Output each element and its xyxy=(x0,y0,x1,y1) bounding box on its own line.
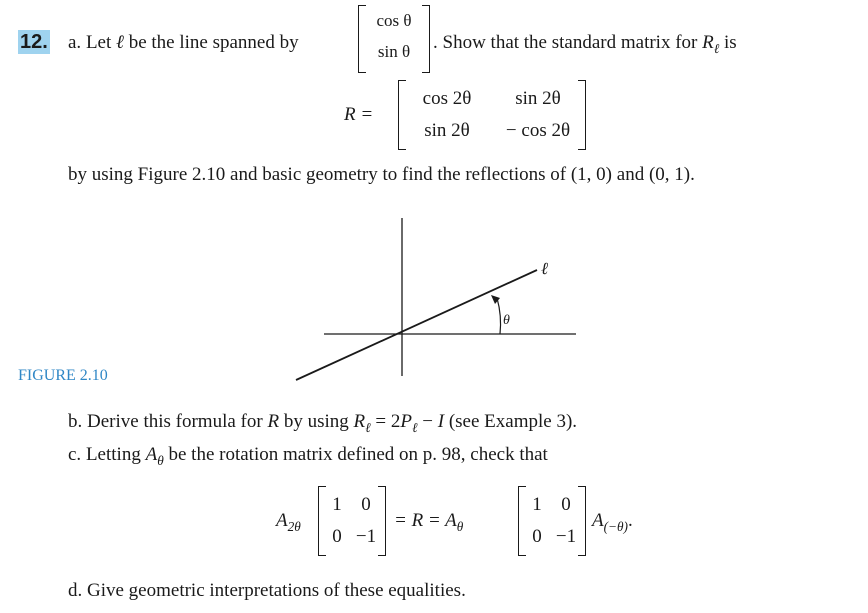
part-a-follow: by using Figure 2.10 and basic geometry to find the reflections of (1, 0) and (0, 1). xyxy=(68,164,695,185)
part-a-is: is xyxy=(724,32,737,53)
part-d: d. Give geometric interpretations of these equalities. xyxy=(68,580,466,601)
figure-caption: FIGURE 2.10 xyxy=(18,367,108,384)
direction-vector xyxy=(358,5,430,73)
part-a-text-mid: be the line spanned by xyxy=(128,32,299,53)
problem-number: 12. xyxy=(20,31,48,53)
eq-matrix-left: 1 0 0 −1 xyxy=(318,486,386,556)
matrix-entry-21: sin 2θ xyxy=(424,120,470,141)
formula-r-ell: R xyxy=(353,411,366,432)
matrix-entry-11: cos 2θ xyxy=(422,88,472,109)
matrix-r-label: R = xyxy=(344,104,374,125)
formula-p-ell: P xyxy=(400,411,412,432)
part-a-text-before: Let xyxy=(85,32,112,53)
part-c-label: c. xyxy=(68,444,82,465)
part-a-line1 xyxy=(68,32,299,54)
part-b: b. Derive this formula for R by using $R_\ell = 2P_\ell - I$ (see Example 3). xyxy=(68,411,578,435)
part-d-label: d. xyxy=(68,580,83,601)
part-c: c. Letting $A_\theta$ be the rotation matrix defined on p. 98, check that xyxy=(68,444,548,468)
eq-a-neg-theta: $A_{(-\theta)}$. xyxy=(592,510,633,534)
angle-arc xyxy=(497,298,501,334)
r-ell-subscript: ℓ xyxy=(713,40,720,56)
r-ell-symbol: R xyxy=(702,32,714,53)
formula-identity: I xyxy=(437,411,445,432)
theta-label: θ xyxy=(503,313,510,328)
matrix-entry-12: sin 2θ xyxy=(515,88,561,109)
eq-matrix-right: 1 0 0 −1 xyxy=(518,486,586,556)
eq-middle: = $R = A_\theta$ xyxy=(394,510,464,534)
vector-entry-2: sin θ xyxy=(377,42,411,61)
part-a-line1-end xyxy=(433,32,737,57)
vector-entry-1: cos θ xyxy=(376,11,412,30)
figure-2-10 xyxy=(290,212,590,387)
ell-symbol: ℓ xyxy=(116,32,124,53)
matrix-entry-22: − cos 2θ xyxy=(505,120,571,141)
part-a-label: a. xyxy=(68,32,82,53)
ell-label: ℓ xyxy=(541,259,549,278)
part-b-label: b. xyxy=(68,411,83,432)
reflection-matrix xyxy=(398,80,586,150)
part-a-text-after: . Show that the standard matrix for xyxy=(433,32,698,53)
eq-a2theta: $A_{2\theta}$ xyxy=(276,510,301,534)
